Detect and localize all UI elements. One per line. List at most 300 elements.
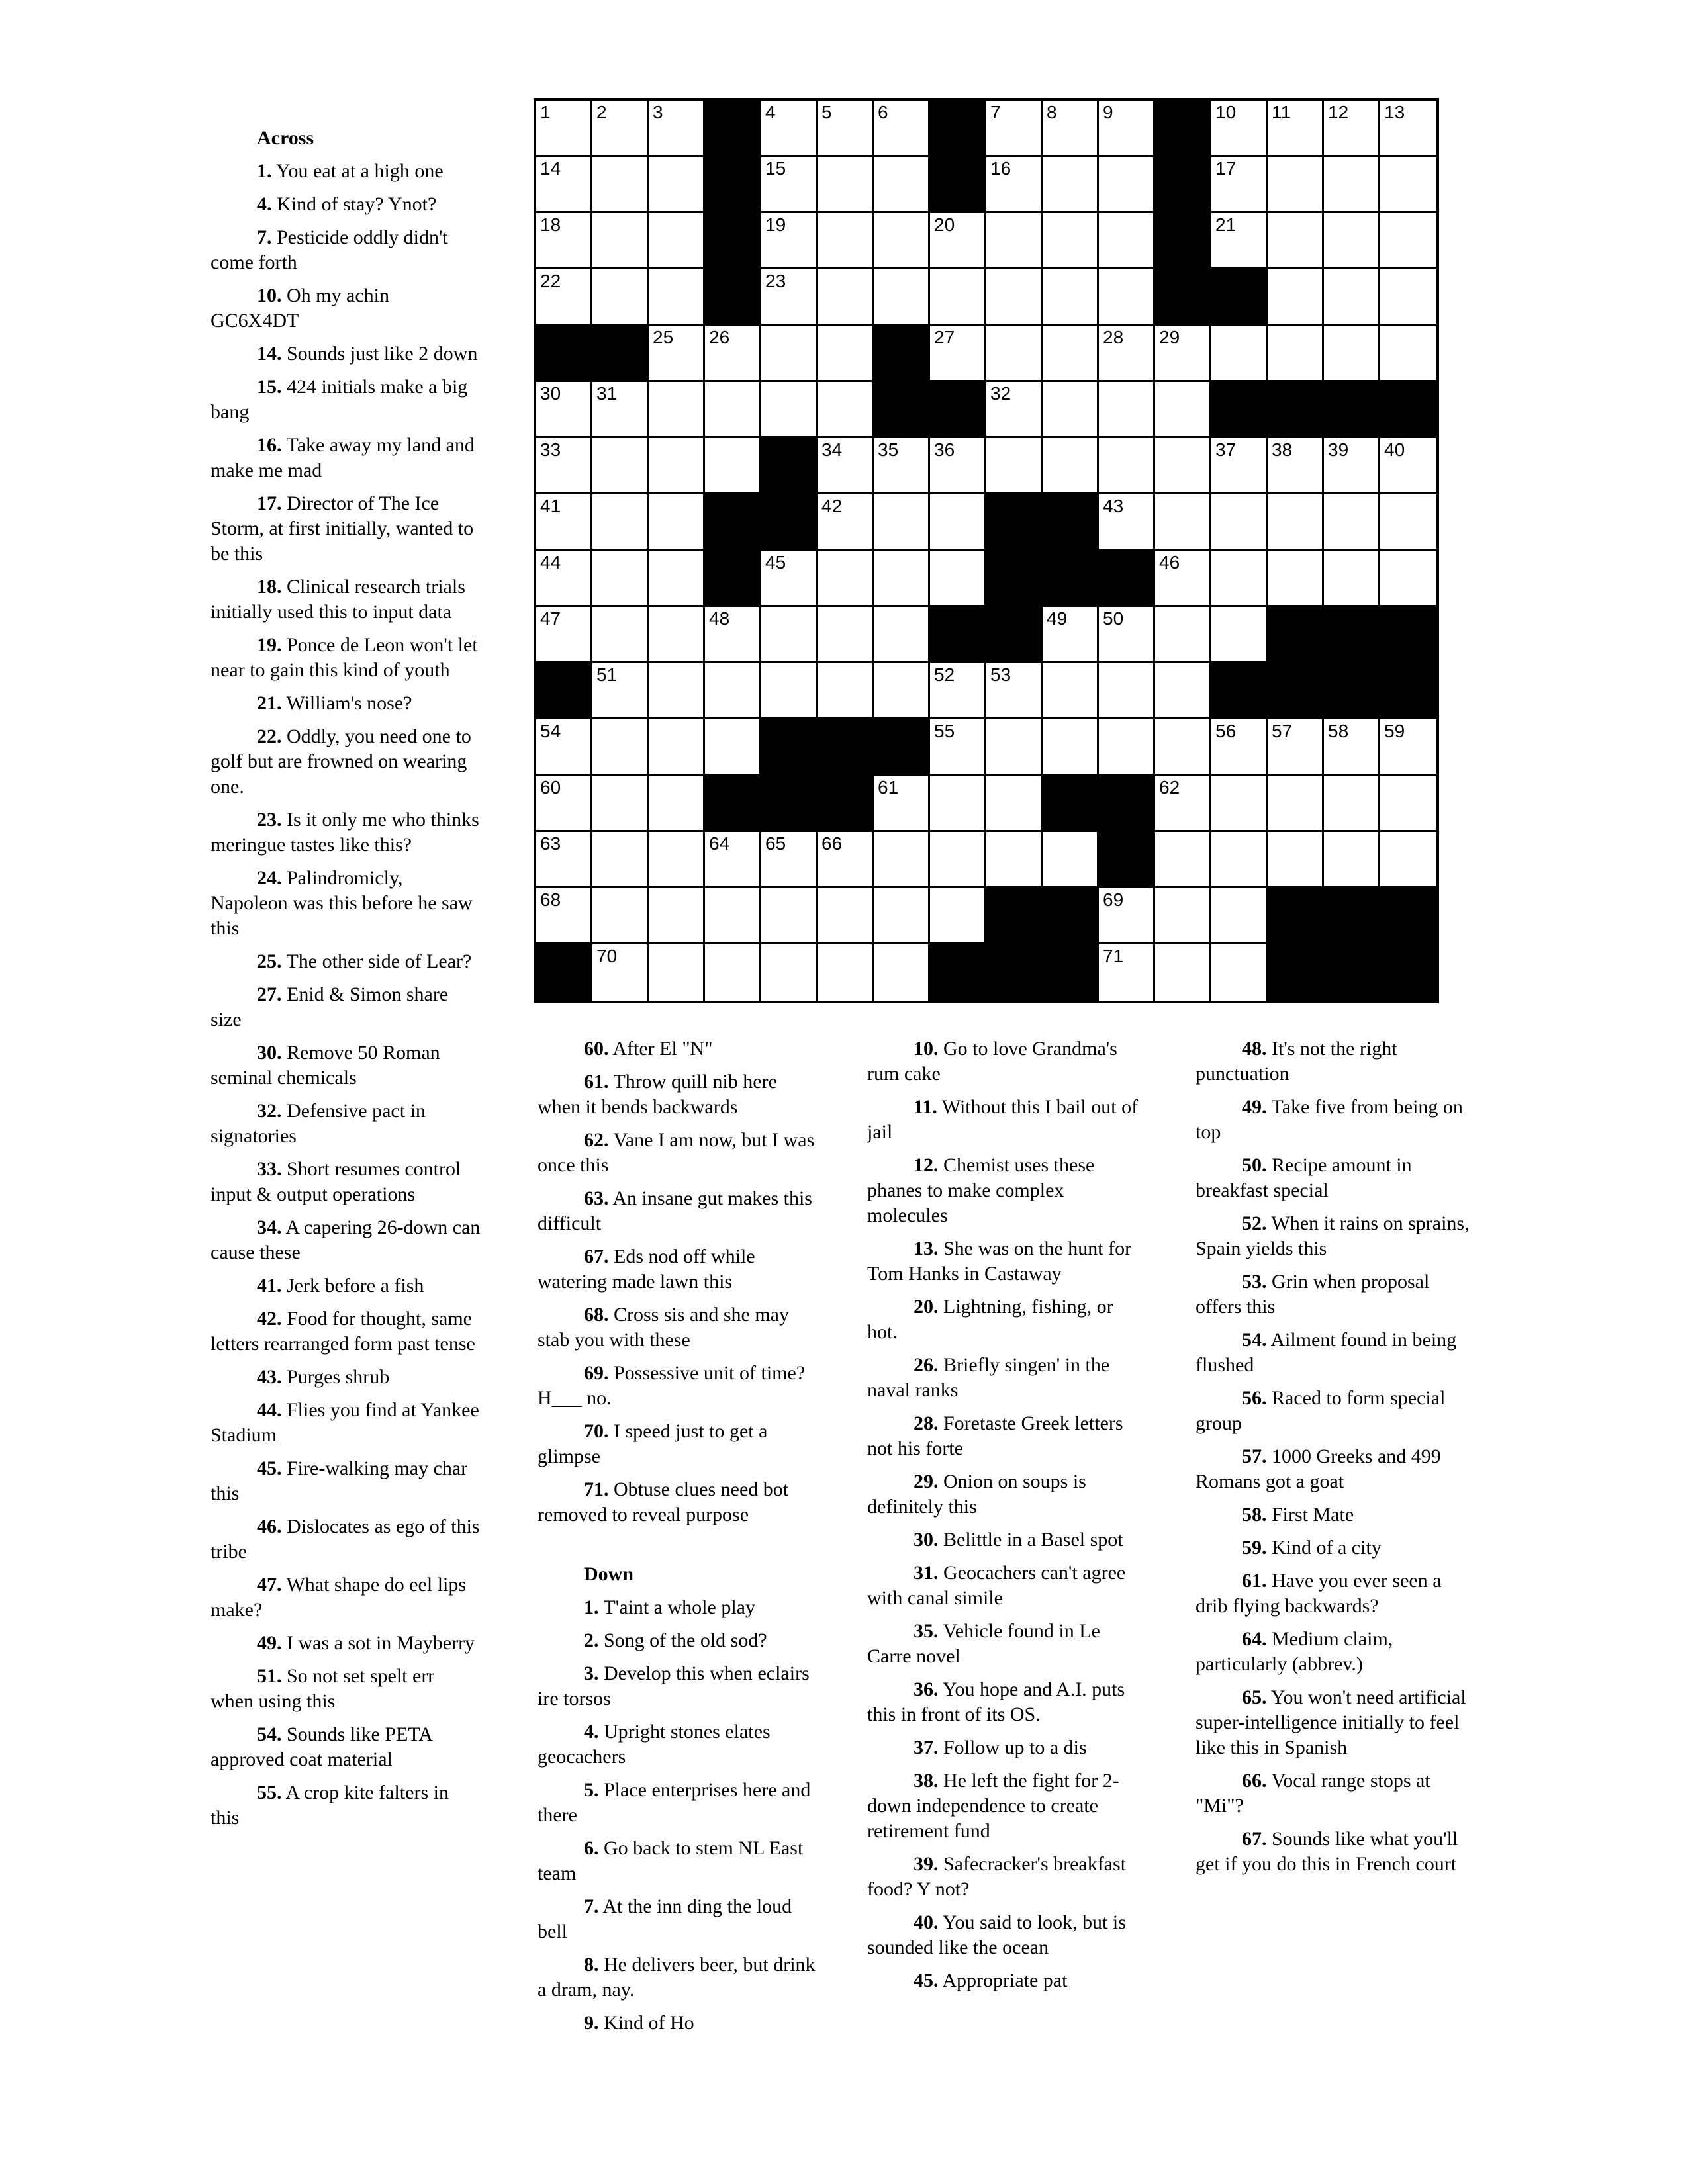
grid-cell[interactable] <box>1324 326 1380 382</box>
grid-cell[interactable] <box>1099 438 1155 494</box>
grid-cell[interactable] <box>930 663 986 719</box>
clue-text: Briefly singen' in the naval ranks <box>867 1354 1110 1401</box>
grid-cell[interactable] <box>1155 551 1211 607</box>
grid-cell[interactable] <box>1099 326 1155 382</box>
grid-cell[interactable] <box>761 269 818 326</box>
grid-cell[interactable] <box>705 832 761 888</box>
grid-cell[interactable] <box>1099 213 1155 269</box>
grid-cell[interactable] <box>930 494 986 551</box>
down-clue-list-continued-2 <box>1196 1036 1474 1877</box>
grid-cell[interactable] <box>592 213 649 269</box>
grid-cell[interactable] <box>1380 719 1436 776</box>
grid-cell[interactable] <box>592 944 649 1001</box>
grid-cell[interactable] <box>874 607 930 663</box>
grid-cell[interactable] <box>1043 719 1099 776</box>
grid-cell[interactable] <box>818 944 874 1001</box>
grid-cell[interactable] <box>1099 382 1155 438</box>
grid-cell[interactable] <box>930 719 986 776</box>
grid-cell[interactable] <box>1211 944 1268 1001</box>
grid-cell[interactable] <box>705 888 761 944</box>
grid-cell[interactable] <box>649 213 705 269</box>
clue-column-4 <box>1196 1036 1474 1885</box>
clue <box>538 1778 816 1828</box>
grid-cell[interactable] <box>930 269 986 326</box>
cell-number: 39 <box>1328 439 1349 460</box>
grid-cell[interactable] <box>818 888 874 944</box>
grid-cell[interactable] <box>986 101 1043 157</box>
grid-cell[interactable] <box>874 438 930 494</box>
grid-cell[interactable] <box>761 157 818 213</box>
grid-cell[interactable] <box>761 888 818 944</box>
grid-cell[interactable] <box>1211 776 1268 832</box>
clue-number: 48. <box>1242 1038 1267 1060</box>
cell-number: 31 <box>596 383 618 404</box>
grid-cell[interactable] <box>592 382 649 438</box>
grid-cell[interactable] <box>536 776 592 832</box>
clue-number: 45. <box>914 1970 939 1991</box>
grid-cell[interactable] <box>1043 326 1099 382</box>
clue-text: Enid & Simon share size <box>211 983 449 1030</box>
clue-number: 54. <box>257 1723 282 1745</box>
clue <box>211 691 482 716</box>
grid-cell[interactable] <box>536 269 592 326</box>
grid-cell[interactable] <box>986 157 1043 213</box>
grid-cell[interactable] <box>1324 776 1380 832</box>
grid-cell[interactable] <box>536 157 592 213</box>
grid-cell[interactable] <box>1043 663 1099 719</box>
grid-cell[interactable] <box>592 101 649 157</box>
grid-cell[interactable] <box>705 607 761 663</box>
cell-number: 45 <box>765 552 786 572</box>
clue-text: After El "N" <box>612 1038 713 1060</box>
grid-cell[interactable] <box>1211 494 1268 551</box>
grid-cell-black <box>986 494 1043 551</box>
clue-text: 1000 Greeks and 499 Romans got a goat <box>1196 1445 1441 1492</box>
grid-cell[interactable] <box>1211 607 1268 663</box>
grid-cell[interactable] <box>1268 832 1324 888</box>
grid-cell[interactable] <box>1268 326 1324 382</box>
cell-number: 69 <box>1103 889 1124 910</box>
grid-cell[interactable] <box>1155 326 1211 382</box>
grid-cell-black <box>874 719 930 776</box>
grid-cell[interactable] <box>930 551 986 607</box>
grid-cell[interactable] <box>1211 101 1268 157</box>
clue <box>211 1040 482 1091</box>
grid-cell[interactable] <box>986 719 1043 776</box>
grid-cell-black <box>1155 213 1211 269</box>
grid-cell[interactable] <box>930 888 986 944</box>
grid-cell[interactable] <box>1324 719 1380 776</box>
clue-number: 64. <box>1242 1628 1267 1650</box>
clue <box>538 1952 816 2003</box>
clue-number: 39. <box>914 1853 939 1875</box>
grid-cell[interactable] <box>1155 719 1211 776</box>
grid-cell[interactable] <box>649 438 705 494</box>
cell-number: 47 <box>540 608 561 629</box>
grid-cell[interactable] <box>818 551 874 607</box>
grid-cell[interactable] <box>818 607 874 663</box>
clue-number: 52. <box>1242 1212 1267 1234</box>
grid-cell[interactable] <box>649 326 705 382</box>
grid-cell[interactable] <box>649 494 705 551</box>
grid-cell-black <box>705 101 761 157</box>
grid-cell[interactable] <box>1380 776 1436 832</box>
grid-cell[interactable] <box>1268 494 1324 551</box>
cell-number: 18 <box>540 214 561 235</box>
grid-cell[interactable] <box>1268 438 1324 494</box>
grid-cell[interactable] <box>1211 157 1268 213</box>
grid-cell[interactable] <box>1211 438 1268 494</box>
grid-cell[interactable] <box>592 888 649 944</box>
grid-cell[interactable] <box>705 719 761 776</box>
grid-cell[interactable] <box>649 551 705 607</box>
grid-cell[interactable] <box>536 213 592 269</box>
grid-cell[interactable] <box>818 326 874 382</box>
grid-cell[interactable] <box>986 213 1043 269</box>
grid-cell[interactable] <box>1043 101 1099 157</box>
clue <box>867 1153 1145 1228</box>
grid-cell[interactable] <box>649 888 705 944</box>
down-heading: Down <box>584 1563 634 1585</box>
grid-cell[interactable] <box>1043 157 1099 213</box>
grid-cell[interactable] <box>592 832 649 888</box>
cell-number: 24 <box>1215 271 1237 291</box>
grid-cell[interactable] <box>1324 269 1380 326</box>
grid-cell[interactable] <box>1324 551 1380 607</box>
grid-cell-black <box>986 944 1043 1001</box>
grid-cell[interactable] <box>1324 494 1380 551</box>
grid-cell[interactable] <box>592 551 649 607</box>
grid-cell[interactable] <box>1155 663 1211 719</box>
grid-cell[interactable] <box>1324 157 1380 213</box>
clue-text: Oddly, you need one to golf but are frowned on wearing one. <box>211 725 471 797</box>
clue-number: 27. <box>257 983 282 1005</box>
grid-cell[interactable] <box>536 607 592 663</box>
cell-number: 33 <box>540 439 561 460</box>
grid-cell[interactable] <box>930 776 986 832</box>
grid-cell[interactable] <box>1155 494 1211 551</box>
cell-number: 42 <box>821 496 843 516</box>
clue-number: 61. <box>584 1071 609 1093</box>
grid-cell[interactable] <box>1155 776 1211 832</box>
grid-cell[interactable] <box>1155 944 1211 1001</box>
grid-cell-black <box>1380 382 1436 438</box>
grid-cell[interactable] <box>1380 551 1436 607</box>
grid-cell[interactable] <box>592 269 649 326</box>
grid-cell[interactable] <box>1211 888 1268 944</box>
grid-cell[interactable] <box>1211 213 1268 269</box>
clue <box>211 375 482 425</box>
grid-cell[interactable] <box>592 776 649 832</box>
grid-cell[interactable] <box>1043 269 1099 326</box>
grid-cell[interactable] <box>592 719 649 776</box>
clue <box>867 1677 1145 1727</box>
grid-cell[interactable] <box>930 213 986 269</box>
cell-number: 10 <box>1215 102 1237 122</box>
clue-number: 50. <box>1242 1154 1267 1176</box>
grid-cell[interactable] <box>1268 719 1324 776</box>
grid-cell[interactable] <box>986 382 1043 438</box>
grid-cell[interactable] <box>1155 382 1211 438</box>
clue <box>1196 1569 1474 1619</box>
grid-cell[interactable] <box>818 101 874 157</box>
grid-cell[interactable] <box>818 494 874 551</box>
grid-cell[interactable] <box>1099 719 1155 776</box>
grid-cell[interactable] <box>1211 832 1268 888</box>
grid-cell[interactable] <box>1380 101 1436 157</box>
grid-cell[interactable] <box>536 888 592 944</box>
grid-cell-black <box>1268 663 1324 719</box>
clue-text: Sounds just like 2 down <box>287 343 478 365</box>
grid-cell[interactable] <box>1380 326 1436 382</box>
cell-number: 62 <box>1159 777 1180 797</box>
cell-number: 29 <box>1159 327 1180 347</box>
grid-cell[interactable] <box>1155 888 1211 944</box>
grid-cell[interactable] <box>874 101 930 157</box>
grid-cell[interactable] <box>649 832 705 888</box>
grid-cell[interactable] <box>986 326 1043 382</box>
grid-cell[interactable] <box>1099 888 1155 944</box>
grid-cell[interactable] <box>1324 438 1380 494</box>
grid-cell[interactable] <box>1099 101 1155 157</box>
clue-text: Jerk before a fish <box>287 1275 424 1297</box>
clue-number: 47. <box>257 1574 282 1596</box>
clue-number: 33. <box>257 1158 282 1180</box>
grid-cell[interactable] <box>818 382 874 438</box>
grid-cell[interactable] <box>649 607 705 663</box>
clue <box>867 1236 1145 1287</box>
cell-number: 9 <box>1103 102 1113 122</box>
grid-cell[interactable] <box>1211 326 1268 382</box>
grid-cell[interactable] <box>705 438 761 494</box>
grid-cell[interactable] <box>818 157 874 213</box>
grid-cell[interactable] <box>1268 269 1324 326</box>
grid-cell[interactable] <box>1268 551 1324 607</box>
grid-cell[interactable] <box>874 269 930 326</box>
grid-cell[interactable] <box>1155 438 1211 494</box>
clue-column-1 <box>211 126 482 1839</box>
grid-cell[interactable] <box>986 776 1043 832</box>
grid-cell[interactable] <box>1268 213 1324 269</box>
grid-cell[interactable] <box>874 888 930 944</box>
cell-number: 21 <box>1215 214 1237 235</box>
grid-cell[interactable] <box>1380 494 1436 551</box>
grid-cell[interactable] <box>592 663 649 719</box>
grid-cell-black <box>536 663 592 719</box>
grid-cell[interactable] <box>1043 832 1099 888</box>
clue-text: Foretaste Greek letters not his forte <box>867 1412 1123 1459</box>
grid-cell[interactable] <box>986 663 1043 719</box>
grid-cell[interactable] <box>761 551 818 607</box>
grid-cell[interactable] <box>536 494 592 551</box>
clue-number: 34. <box>257 1216 282 1238</box>
grid-cell[interactable] <box>761 944 818 1001</box>
grid-cell[interactable] <box>1099 157 1155 213</box>
grid-cell[interactable] <box>649 944 705 1001</box>
grid-cell[interactable] <box>536 551 592 607</box>
grid-cell[interactable] <box>818 269 874 326</box>
grid-cell[interactable] <box>1268 157 1324 213</box>
grid-cell[interactable] <box>761 101 818 157</box>
grid-cell[interactable] <box>1043 382 1099 438</box>
clue-number: 58. <box>1242 1504 1267 1525</box>
grid-cell[interactable] <box>536 101 592 157</box>
grid-cell[interactable] <box>1211 719 1268 776</box>
clue-number: 60. <box>584 1038 609 1060</box>
grid-cell[interactable] <box>649 101 705 157</box>
grid-cell[interactable] <box>649 382 705 438</box>
grid-cell[interactable] <box>818 438 874 494</box>
grid-cell[interactable] <box>761 382 818 438</box>
grid-cell[interactable] <box>1380 213 1436 269</box>
grid-cell[interactable] <box>1211 551 1268 607</box>
grid-cell[interactable] <box>592 607 649 663</box>
clue <box>538 1595 816 1620</box>
grid-cell[interactable] <box>1099 494 1155 551</box>
grid-cell[interactable] <box>874 944 930 1001</box>
clue-number: 19. <box>257 634 282 656</box>
across-clue-list-continued <box>538 1036 816 1527</box>
grid-cell[interactable] <box>1268 776 1324 832</box>
grid-cell[interactable] <box>761 663 818 719</box>
grid-cell-black <box>930 101 986 157</box>
grid-cell-black <box>1043 551 1099 607</box>
clue <box>211 574 482 625</box>
grid-cell[interactable] <box>649 269 705 326</box>
clue-number: 4. <box>584 1721 599 1743</box>
grid-cell[interactable] <box>1099 663 1155 719</box>
grid-cell[interactable] <box>818 663 874 719</box>
grid-cell[interactable] <box>874 832 930 888</box>
grid-cell[interactable] <box>761 326 818 382</box>
clue <box>867 1910 1145 1960</box>
cell-number: 35 <box>878 439 899 460</box>
clue <box>1196 1685 1474 1760</box>
grid-cell[interactable] <box>761 213 818 269</box>
grid-cell[interactable] <box>536 719 592 776</box>
clue <box>867 1968 1145 1993</box>
cell-number: 70 <box>596 946 618 966</box>
clue-text: Food for thought, same letters rearranged form past tense <box>211 1308 475 1355</box>
grid-cell[interactable] <box>930 438 986 494</box>
grid-cell[interactable] <box>930 326 986 382</box>
cell-number: 5 <box>821 102 832 122</box>
grid-cell[interactable] <box>705 944 761 1001</box>
clue <box>538 1361 816 1411</box>
clue <box>867 1619 1145 1669</box>
grid-cell[interactable] <box>761 832 818 888</box>
clue-number: 49. <box>1242 1096 1267 1118</box>
grid-cell[interactable] <box>818 832 874 888</box>
clue-text: You eat at a high one <box>275 160 444 182</box>
cell-number: 32 <box>990 383 1011 404</box>
clue-text: At the inn ding the loud bell <box>538 1895 792 1942</box>
grid-cell[interactable] <box>874 663 930 719</box>
grid-cell[interactable] <box>592 438 649 494</box>
clue <box>1196 1328 1474 1378</box>
clue-number: 63. <box>584 1187 609 1209</box>
clue <box>211 1722 482 1772</box>
grid-cell-black <box>705 213 761 269</box>
clue-text: Go back to stem NL East team <box>538 1837 804 1884</box>
grid-cell[interactable] <box>1043 438 1099 494</box>
grid-cell-black <box>1099 551 1155 607</box>
grid-cell[interactable] <box>818 213 874 269</box>
clue-text: Safecracker's breakfast food? Y not? <box>867 1853 1127 1900</box>
grid-cell-black <box>1324 607 1380 663</box>
cell-number: 37 <box>1215 439 1237 460</box>
grid-cell[interactable] <box>1324 101 1380 157</box>
grid-cell[interactable] <box>874 213 930 269</box>
grid-cell-black <box>1043 494 1099 551</box>
grid-cell[interactable] <box>1380 832 1436 888</box>
clue-number: 22. <box>257 725 282 747</box>
grid-cell[interactable] <box>1380 269 1436 326</box>
grid-cell[interactable] <box>705 326 761 382</box>
grid-cell[interactable] <box>705 382 761 438</box>
clue-text: You hope and A.I. puts this in front of its OS. <box>867 1678 1125 1725</box>
grid-cell-black <box>874 382 930 438</box>
grid-cell[interactable] <box>536 438 592 494</box>
grid-cell[interactable] <box>986 269 1043 326</box>
grid-cell[interactable] <box>649 719 705 776</box>
clue-text: So not set spelt err when using this <box>211 1665 435 1712</box>
grid-cell[interactable] <box>1043 213 1099 269</box>
grid-cell[interactable] <box>761 607 818 663</box>
grid-cell[interactable] <box>874 494 930 551</box>
clue <box>1196 1535 1474 1561</box>
grid-cell-black <box>930 382 986 438</box>
grid-cell[interactable] <box>592 494 649 551</box>
grid-cell[interactable] <box>874 776 930 832</box>
grid-cell[interactable] <box>1155 832 1211 888</box>
grid-cell[interactable] <box>1043 607 1099 663</box>
grid-cell[interactable] <box>1155 607 1211 663</box>
grid-cell[interactable] <box>649 663 705 719</box>
grid-cell[interactable] <box>1099 944 1155 1001</box>
grid-cell[interactable] <box>986 438 1043 494</box>
grid-cell[interactable] <box>592 157 649 213</box>
clue-text: Possessive unit of time? H___ no. <box>538 1362 806 1409</box>
grid-cell[interactable] <box>1324 832 1380 888</box>
grid-cell-black <box>1380 888 1436 944</box>
clue-column-2 <box>538 1036 816 2044</box>
grid-cell[interactable] <box>874 157 930 213</box>
clue <box>211 807 482 858</box>
grid-cell[interactable] <box>1324 213 1380 269</box>
grid-cell[interactable] <box>1099 607 1155 663</box>
clue-text: Dislocates as ego of this tribe <box>211 1516 480 1563</box>
grid-cell[interactable] <box>1268 101 1324 157</box>
grid-cell[interactable] <box>1380 157 1436 213</box>
grid-cell[interactable] <box>1099 269 1155 326</box>
grid-cell[interactable] <box>874 551 930 607</box>
clue-number: 69. <box>584 1362 609 1384</box>
grid-cell[interactable] <box>536 832 592 888</box>
grid-cell[interactable] <box>705 663 761 719</box>
clue-number: 38. <box>914 1770 939 1792</box>
grid-cell[interactable] <box>930 832 986 888</box>
cell-number: 11 <box>1272 102 1291 122</box>
clue-text: Kind of stay? Ynot? <box>277 193 437 215</box>
grid-cell[interactable] <box>1380 438 1436 494</box>
grid-cell[interactable] <box>649 157 705 213</box>
grid-cell[interactable] <box>536 382 592 438</box>
clue-text: Develop this when eclairs ire torsos <box>538 1662 810 1709</box>
grid-cell[interactable] <box>986 832 1043 888</box>
grid-cell[interactable] <box>649 776 705 832</box>
clue <box>867 1768 1145 1844</box>
